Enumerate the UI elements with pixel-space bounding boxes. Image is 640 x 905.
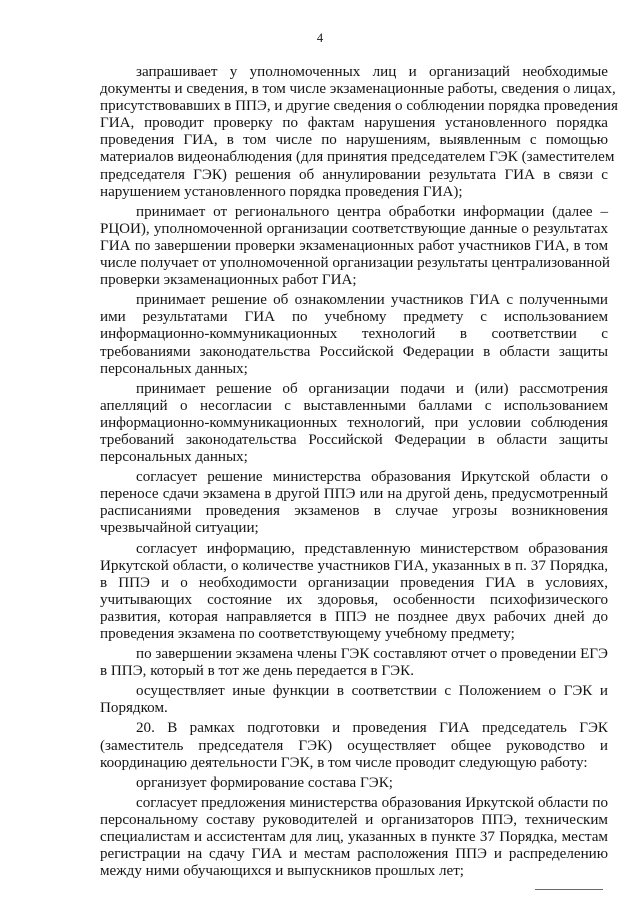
paragraph-p1 — [100, 64, 618, 201]
text-line: персональному составу руководителей и организаторов ППЭ, техническим — [100, 811, 608, 828]
paragraph-p10 — [100, 775, 608, 792]
paragraph-p3 — [100, 292, 608, 377]
text-line: в ППЭ, который в тот же день передается в ГЭК. — [100, 663, 414, 680]
text-line: информационно-коммуникационных технологий, при условии соблюдения — [100, 414, 608, 431]
paragraph-p2 — [100, 203, 611, 289]
text-line: проведения ГИА, в том числе по нарушениям, выявленным с помощью — [100, 132, 608, 149]
text-line: персональных данных; — [100, 360, 248, 377]
paragraph-p7 — [100, 646, 608, 680]
text-line: развития, которая направляется в ППЭ не позднее двух рабочих дней до — [100, 608, 608, 625]
paragraph-p6 — [100, 541, 608, 644]
text-line: ими результатами ГИА по учебному предмету с использованием — [100, 309, 608, 326]
text-line: согласует предложения министерства образования Иркутской области по — [136, 794, 608, 811]
paragraph-p5 — [100, 469, 608, 537]
text-line: регистрации на сдачу ГИА и местам расположения ППЭ и распределению — [100, 846, 608, 863]
text-line: РЦОИ), уполномоченной организации соответствующие данные о результатах — [100, 220, 608, 237]
text-line: Порядком. — [100, 700, 168, 717]
text-line: апелляций о несогласии с выставленными баллами с использованием — [100, 397, 608, 414]
text-line: информационно-коммуникационных технологий в соответствии с — [100, 326, 608, 343]
paragraph-p8 — [100, 683, 608, 717]
text-line: организует формирование состава ГЭК; — [136, 774, 393, 791]
text-line: документы и сведения, в том числе экзаменационные работы, сведения о лицах, — [100, 81, 616, 98]
paragraph-p9 — [100, 720, 608, 771]
text-line: по завершении экзамена члены ГЭК составляют отчет о проведении ЕГЭ — [136, 646, 608, 663]
text-line: в ППЭ и о необходимости организации проведения ГИА в условиях, — [100, 574, 608, 591]
paragraph-p4 — [100, 381, 608, 466]
text-line: осуществляет иные функции в соответствии с Положением о ГЭК и — [136, 683, 608, 700]
text-line: учитывающих состояние их здоровья, особенности психофизического — [100, 591, 608, 608]
text-line: принимает от регионального центра обработки информации (далее – — [136, 203, 608, 220]
text-line: между ними обучающихся и выпускников прошлых лет; — [100, 863, 464, 880]
text-line: ГИА по завершении проверки экзаменационных работ участников ГИА, в том — [100, 237, 608, 254]
text-line: расписаниями проведения экзаменов в случае угрозы возникновения — [100, 503, 608, 520]
text-line: числе получает от уполномоченной организации результаты централизованной — [100, 255, 611, 272]
text-line: ГИА, проводит проверку по фактам нарушения установленного порядка — [100, 115, 608, 132]
text-line: переносе сдачи экзамена в другой ППЭ или на другой день, предусмотренный — [100, 486, 608, 503]
text-line: 20. В рамках подготовки и проведения ГИА председатель ГЭК — [136, 720, 608, 737]
paragraph-p11 — [100, 795, 608, 880]
scan-artifact-line — [535, 889, 603, 890]
text-line: присутствовавших в ППЭ, и другие сведения о соблюдении порядка проведения — [100, 98, 618, 115]
text-line: нарушением установленного порядка проведения ГИА); — [100, 183, 463, 200]
text-line: материалов видеонаблюдения (для принятия председателем ГЭК (заместителем — [100, 149, 615, 166]
page-number: 4 — [316, 31, 324, 45]
text-line: принимает решение об ознакомлении участников ГИА с полученными — [136, 292, 608, 309]
text-line: специалистам и ассистентам для лиц, указанных в пункте 37 Порядка, местам — [100, 829, 608, 846]
text-line: проверки экзаменационных работ ГИА; — [100, 272, 357, 289]
text-line: координацию деятельности ГЭК, в том числе проводит следующую работу: — [100, 754, 588, 771]
text-line: принимает решение об организации подачи и (или) рассмотрения — [136, 380, 608, 397]
text-line: согласует решение министерства образования Иркутской области о — [136, 469, 608, 486]
text-line: проведения экзамена по соответствующему учебному предмету; — [100, 626, 515, 642]
document-body — [100, 64, 618, 880]
text-line: требованиями законодательства Российской Федерации в области защиты — [100, 343, 608, 360]
text-line: председателя ГЭК) решения об аннулировании результата ГИА в связи с — [100, 166, 608, 183]
text-line: чрезвычайной ситуации; — [100, 520, 259, 537]
text-line: согласует информацию, представленную министерством образования — [136, 540, 608, 557]
text-line: запрашивает у уполномоченных лиц и организаций необходимые — [136, 64, 608, 80]
text-line: требований законодательства Российской Федерации в области защиты — [100, 431, 608, 448]
text-line: Иркутской области, о количестве участников ГИА, указанных в п. 37 Порядка, — [100, 557, 608, 574]
text-line: персональных данных; — [100, 449, 248, 466]
text-line: (заместитель председателя ГЭК) осуществляет общее руководство и — [100, 737, 608, 754]
